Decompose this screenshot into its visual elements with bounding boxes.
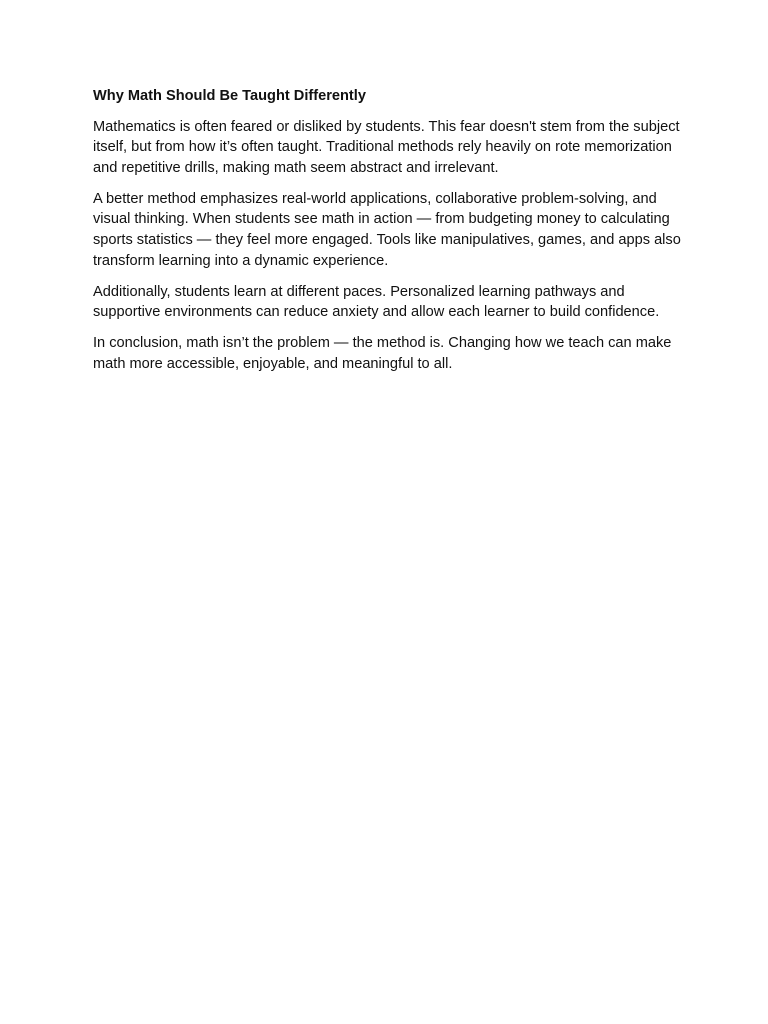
paragraph-conclusion: In conclusion, math isn’t the problem — the method is. Changing how we teach can make math more accessible, enjoyable, and meaningful to all. — [93, 335, 672, 372]
document-page — [93, 86, 683, 385]
paragraph-intro: Mathematics is often feared or disliked by students. This fear doesn't stem from the subject itself, but from how it’s often taught. Traditional methods rely heavily on rote memorization and repetitive drills, making math seem abstract and irrelevant. — [93, 118, 680, 176]
paragraph-better-method: A better method emphasizes real-world applications, collaborative problem-solving, and visual thinking. When students see math in action — from budgeting money to calculating sports statistics — they feel more engaged. Tools like manipulatives, games, and apps also transform learning into a dynamic experience. — [93, 190, 681, 269]
document-title: Why Math Should Be Taught Differently — [93, 88, 366, 104]
paragraph-different-paces: Additionally, students learn at different paces. Personalized learning pathways and supportive environments can reduce anxiety and allow each learner to build confidence. — [93, 283, 660, 321]
